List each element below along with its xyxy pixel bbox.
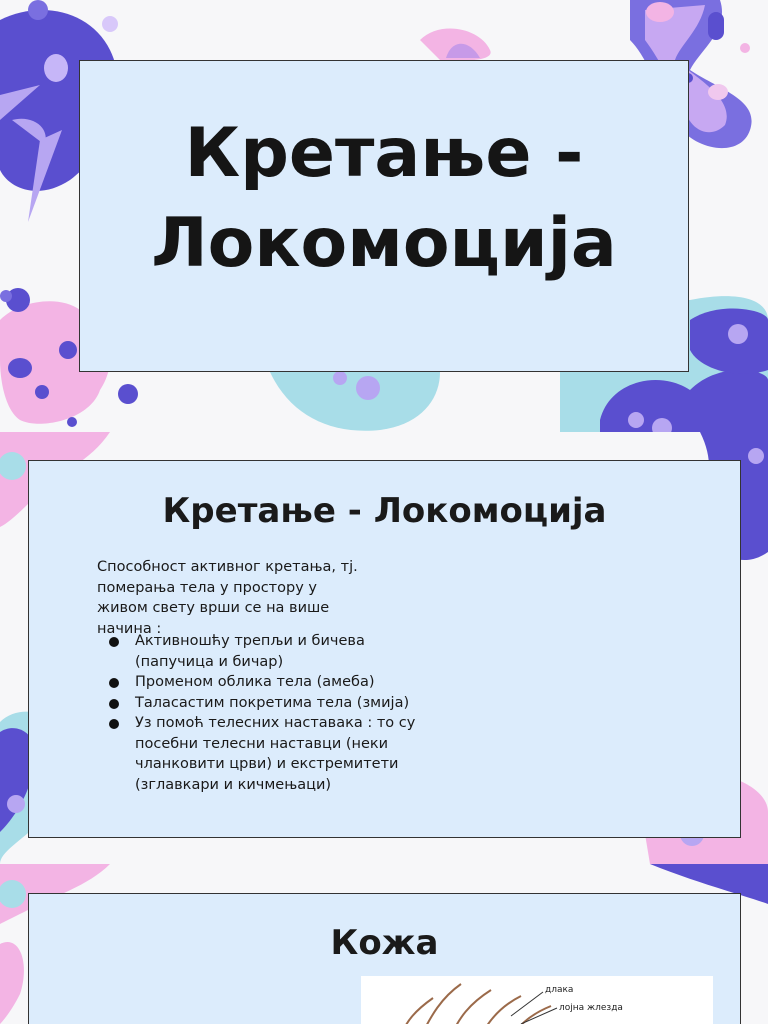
content-card	[28, 460, 741, 838]
section-heading: Кретање - Локомоција	[162, 491, 607, 531]
skin-diagram-image	[361, 976, 713, 1024]
content-card	[28, 893, 741, 1024]
label-sebaceous-gland: лојна жлезда	[559, 1003, 623, 1013]
slide-title	[80, 109, 688, 289]
list-item: Таласастим покретима тела (змија)	[135, 693, 435, 714]
skin-diagram-icon	[361, 976, 713, 1024]
label-hair: длака	[545, 985, 574, 995]
slide-3	[0, 864, 768, 1024]
list-item: Активношћу трепљи и бичева (папучица и бичар)	[135, 631, 435, 672]
slide-title-line-2: Локомоција	[151, 204, 617, 283]
slide-1	[0, 0, 768, 432]
list-item: Променом облика тела (амеба)	[135, 672, 435, 693]
slide-title-line-1: Кретање -	[184, 114, 584, 193]
list-item: Уз помоћ телесних наставака : то су посебни телесни наставци (неки чланковити црви) и екстремитети (зглавкари и кичмењаци)	[135, 713, 435, 795]
bullet-list	[107, 631, 435, 795]
intro-paragraph: Способност активног кретања, тј. померања тела у простору у живом свету врши се на више начина :	[97, 559, 358, 637]
title-card	[79, 60, 689, 372]
slide-2	[0, 432, 768, 864]
section-heading: Кожа	[330, 923, 439, 963]
